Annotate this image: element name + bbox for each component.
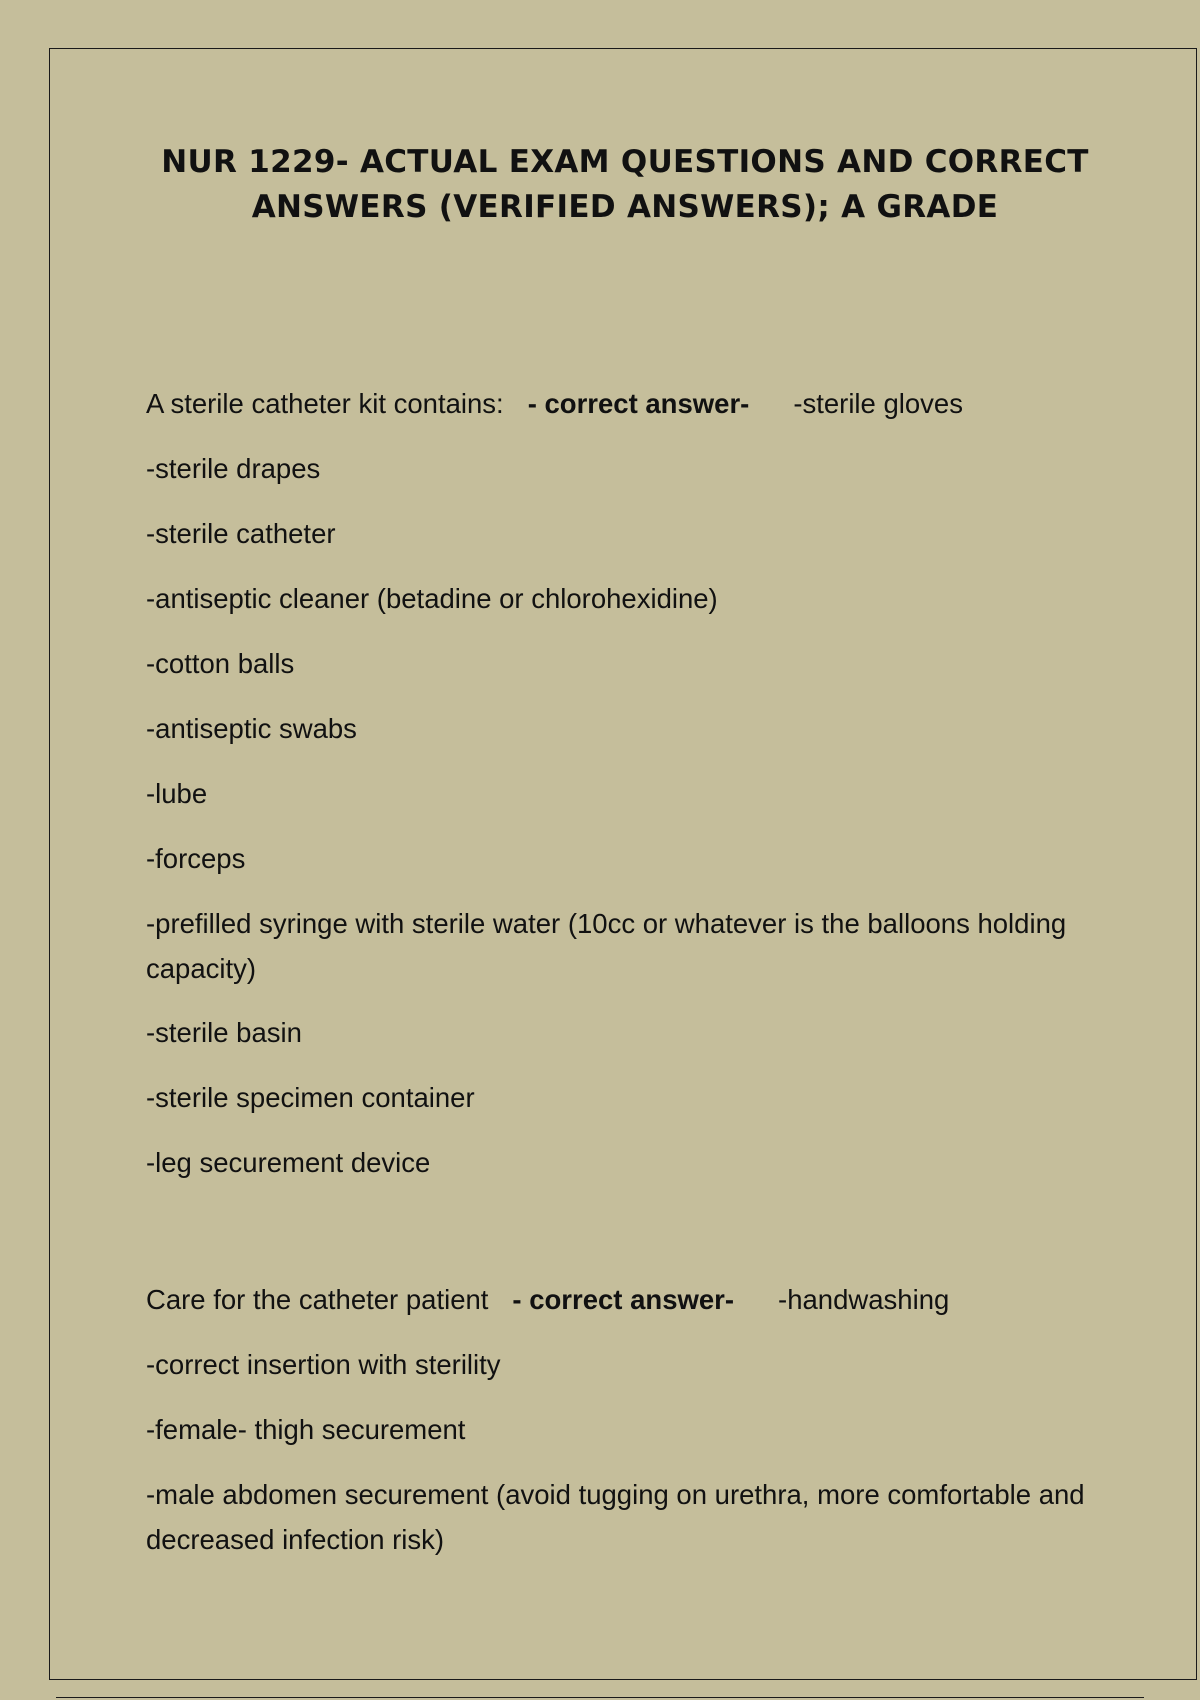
answer-line: -antiseptic swabs [146,713,357,744]
question-line [146,1277,1106,1323]
answer-line: -sterile basin [146,1017,302,1048]
answer-line: -sterile gloves [793,388,963,419]
answer-line: -correct insertion with sterility [146,1349,501,1380]
correct-answer-label: - correct answer- [527,388,750,419]
title-line-1: NUR 1229- ACTUAL EXAM QUESTIONS AND CORRECT [161,144,1089,180]
answer-line: -prefilled syringe with sterile water (10cc or whatever is the balloons holding capacity) [146,908,1074,984]
qa-block-1 [146,381,1106,1205]
answer-line: -sterile drapes [146,453,321,484]
answer-line: -lube [146,778,208,809]
answer-line: -sterile catheter [146,518,336,549]
correct-answer-label: - correct answer- [512,1284,735,1315]
answer-line: -female- thigh securement [146,1414,466,1445]
answer-line: -male abdomen securement (avoid tugging on urethra, more comfortable and decreased infection risk) [146,1479,1093,1555]
answer-line: -handwashing [778,1284,950,1315]
answer-line: -forceps [146,843,246,874]
document-title [100,140,1150,230]
question-line [146,381,1106,427]
answer-line: -cotton balls [146,648,295,679]
question-text: Care for the catheter patient [146,1284,489,1315]
qa-block-2 [146,1277,1106,1581]
question-text: A sterile catheter kit contains: [146,388,504,419]
answer-line: -antiseptic cleaner (betadine or chlorohexidine) [146,583,718,614]
answer-line: -sterile specimen container [146,1082,475,1113]
answer-line: -leg securement device [146,1147,431,1178]
bottom-rule [56,1697,1144,1698]
title-line-2: ANSWERS (VERIFIED ANSWERS); A GRADE [251,189,999,225]
